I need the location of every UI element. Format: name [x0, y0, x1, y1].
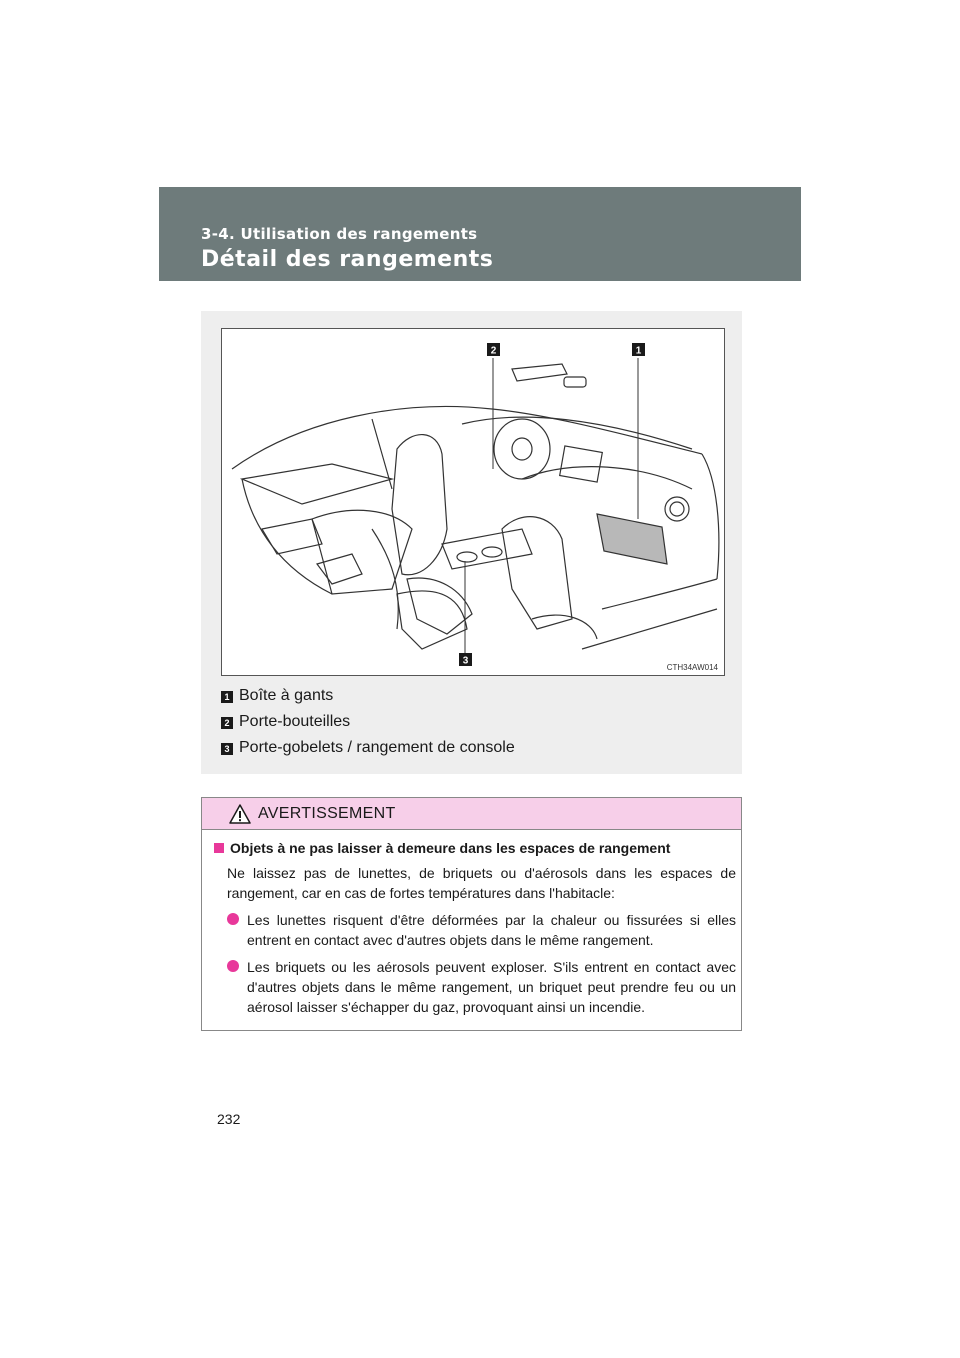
- warning-body: [214, 840, 736, 1017]
- callout-1: [632, 343, 645, 357]
- warning-box: [201, 797, 742, 1031]
- warning-heading: [214, 840, 736, 856]
- warning-triangle-icon: [229, 804, 251, 824]
- legend-item: [221, 683, 515, 709]
- car-interior-illustration: [221, 328, 725, 676]
- callout-3: [459, 653, 472, 667]
- legend-number: 3: [221, 743, 233, 755]
- section-label: 3-4. Utilisation des rangements: [201, 225, 478, 243]
- callout-2: [487, 343, 500, 357]
- warning-header: [202, 798, 741, 830]
- section-header: [159, 187, 801, 281]
- legend-item: [221, 709, 515, 735]
- callout-3-number: 3: [462, 655, 469, 667]
- warning-title: AVERTISSEMENT: [258, 805, 396, 822]
- legend-label: Boîte à gants: [239, 687, 334, 704]
- legend-label: Porte-gobelets / rangement de console: [239, 739, 515, 756]
- page-title: Détail des rangements: [201, 247, 494, 272]
- page-number: 232: [217, 1111, 241, 1127]
- warning-bullet-text: Les lunettes risquent d'être déformées par la chaleur ou fissurées si elles entrent en contact avec d'autres objets dans le même rangement.: [247, 912, 736, 948]
- callout-1-number: 1: [635, 345, 642, 357]
- interior-line-drawing: [222, 329, 724, 675]
- figure-code: CTH34AW014: [666, 663, 718, 672]
- callout-2-number: 2: [490, 345, 497, 357]
- square-bullet-icon: [214, 843, 224, 853]
- warning-bullet: [227, 910, 736, 950]
- warning-intro: Ne laissez pas de lunettes, de briquets ou d'aérosols dans les espaces de rangement, car en cas de fortes températures dans l'habitacle:: [227, 865, 736, 901]
- legend: [221, 683, 515, 761]
- warning-heading-text: Objets à ne pas laisser à demeure dans les espaces de rangement: [230, 840, 671, 856]
- round-bullet-icon: [227, 913, 239, 925]
- legend-number: 1: [221, 691, 233, 703]
- figure-panel: [201, 311, 742, 774]
- legend-item: [221, 735, 515, 761]
- round-bullet-icon: [227, 960, 239, 972]
- warning-bullet-text: Les briquets ou les aérosols peuvent exploser. S'ils entrent en contact avec d'autres objets dans le même rangement, un briquet peut prendre feu ou un aérosol laisser s'échapper du gaz, provoquant ainsi un incendie.: [247, 959, 736, 1015]
- legend-label: Porte-bouteilles: [239, 713, 351, 730]
- legend-number: 2: [221, 717, 233, 729]
- warning-bullet: [227, 957, 736, 1017]
